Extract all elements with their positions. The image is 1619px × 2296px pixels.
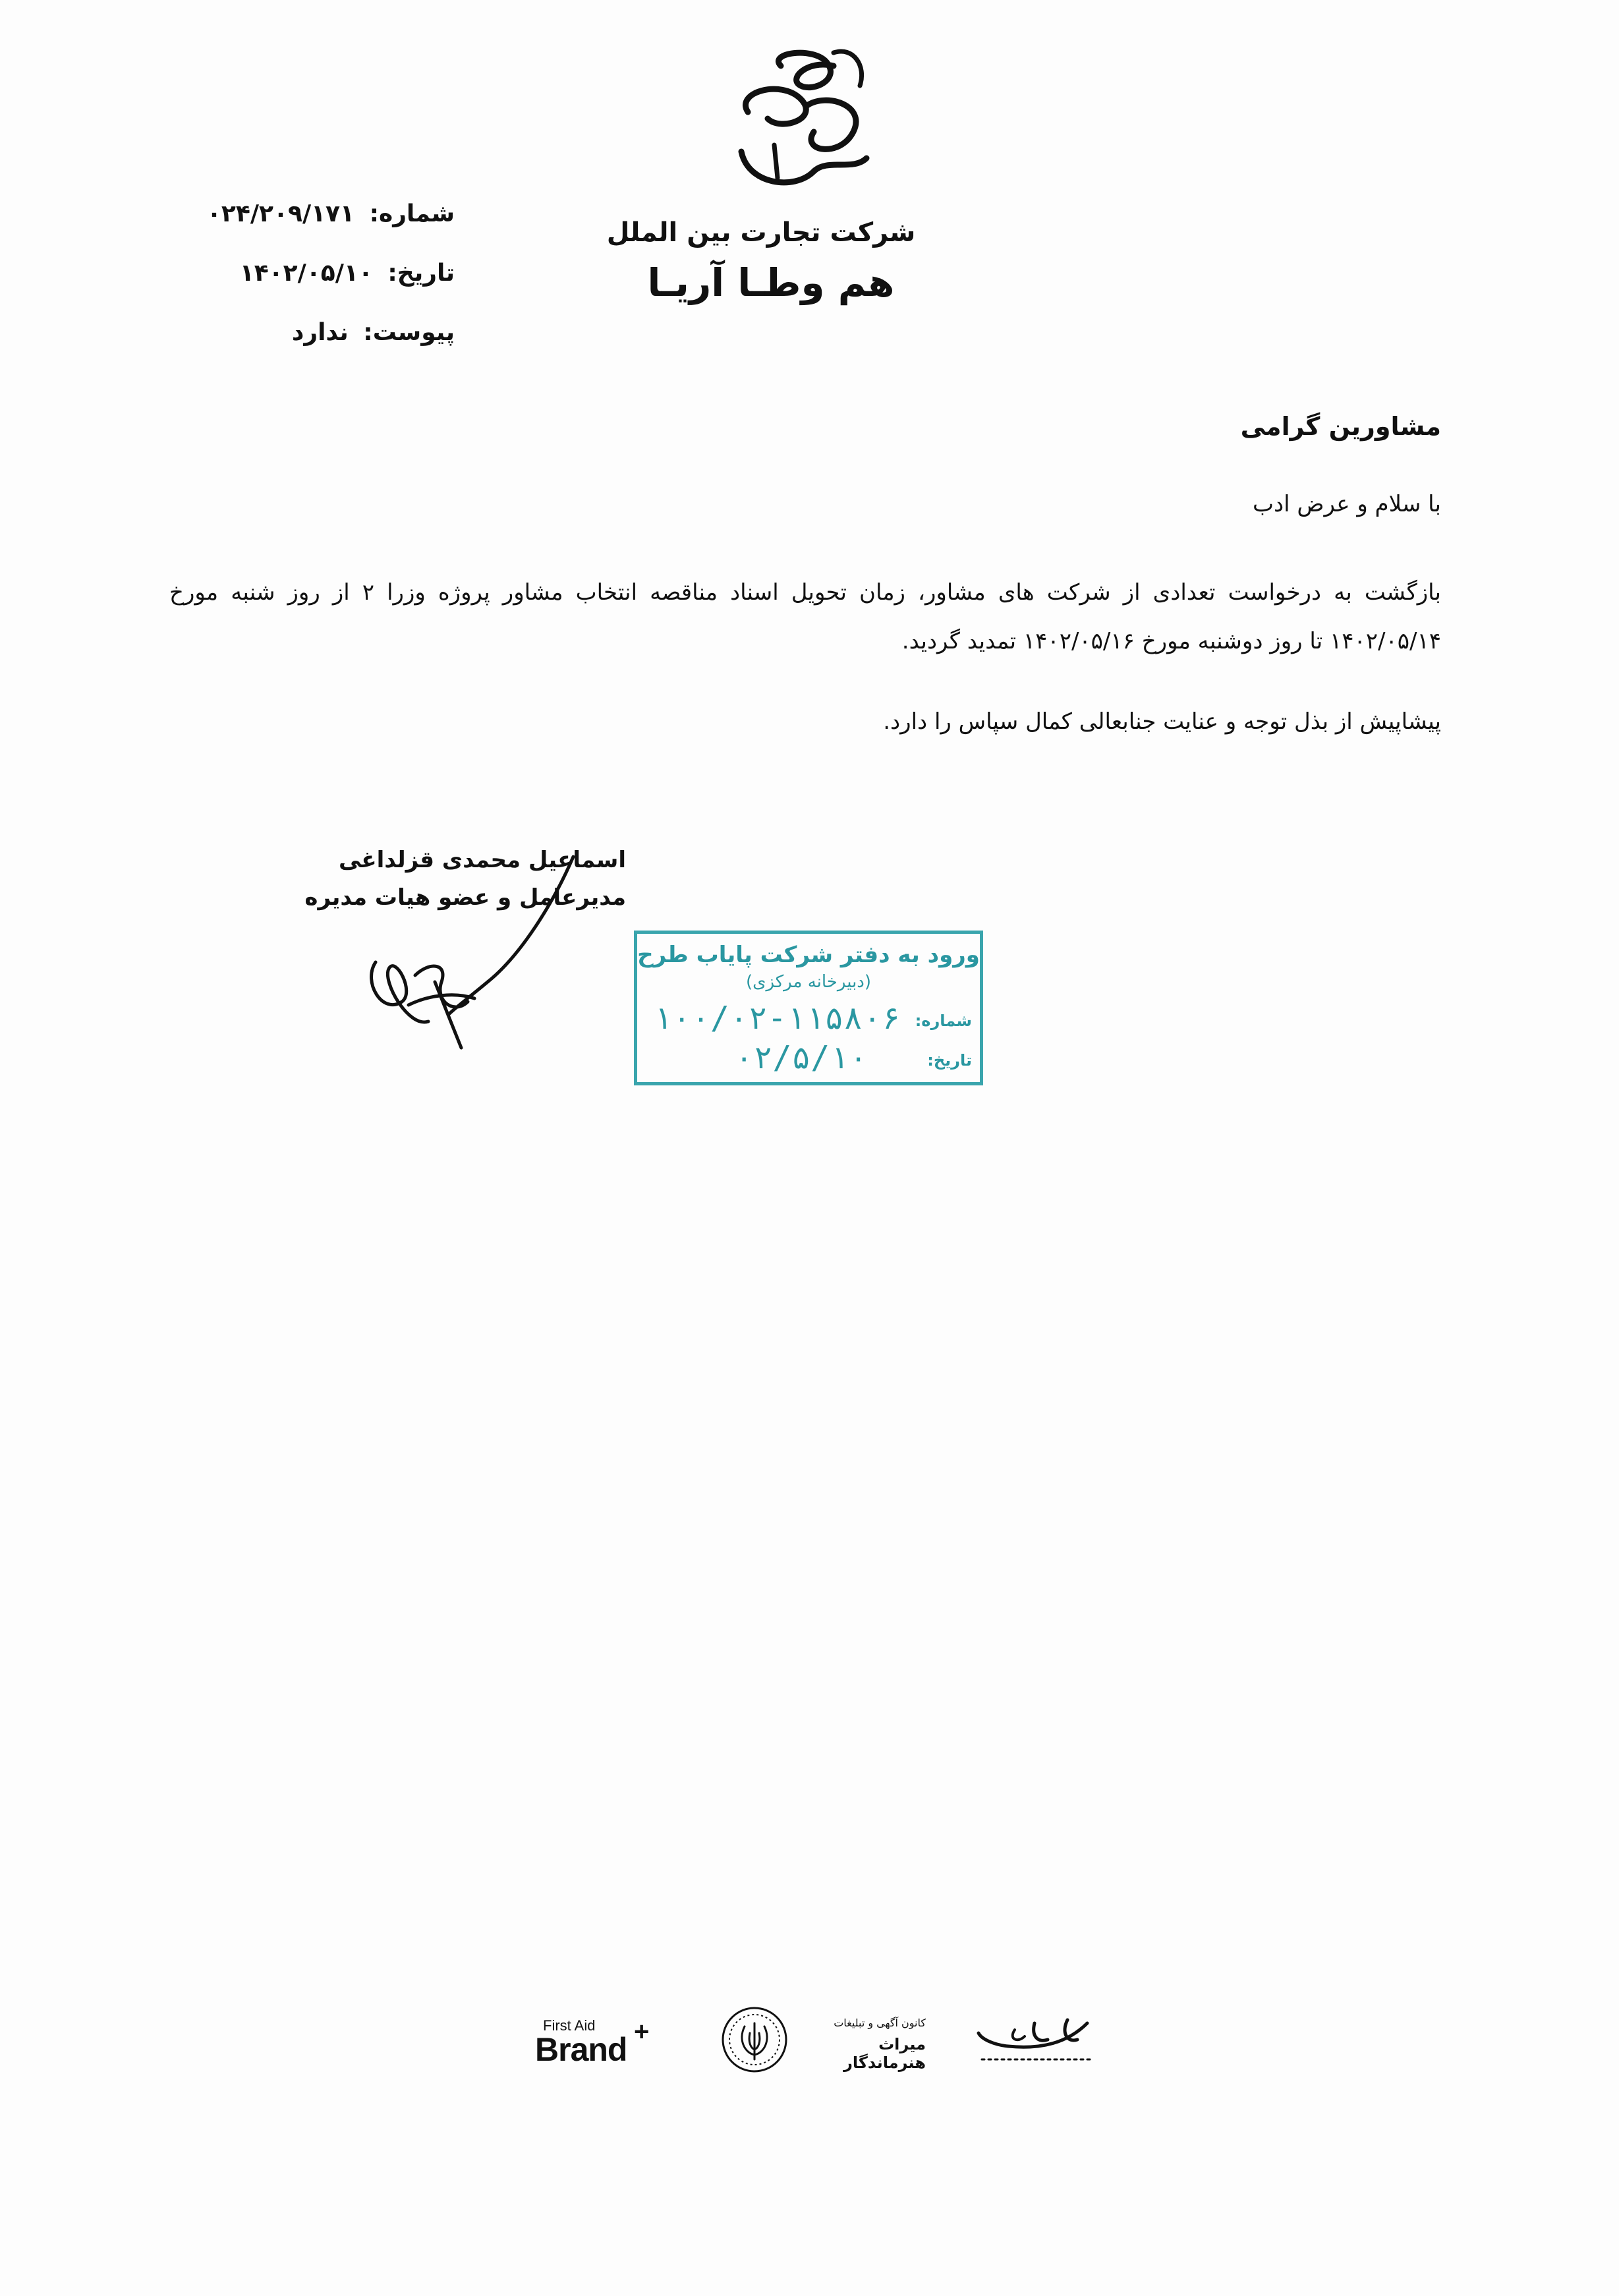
- letter-attachment-row: [217, 303, 455, 362]
- plus-icon: +: [634, 2017, 650, 2046]
- greeting: مشاورین گرامی: [1240, 412, 1441, 441]
- stamp-date-label: تاریخ:: [927, 1051, 972, 1070]
- miras-honar-logo: [718, 2003, 929, 2076]
- letter-number-label: شماره:: [369, 200, 455, 227]
- stamp-subtitle: (دبیرخانه مرکزی): [745, 972, 872, 992]
- brand-text: Brand: [535, 2031, 627, 2068]
- calligraphy-brand-logo: [969, 2003, 1100, 2076]
- letter-meta: [206, 185, 455, 362]
- body-paragraph: بازگشت به درخواست تعدادی از شرکت های مشاور، زمان تحویل اسناد مناقصه انتخاب مشاور پروژه وزرا ۲ از روز شنبه مورخ ۱۴۰۲/۰۵/۱۴ تا روز دوشنبه مورخ ۱۴۰۲/۰۵/۱۶ تمدید گردید.: [169, 579, 1442, 654]
- stamp-date-value: ۰۲/۵/۱۰: [734, 1039, 868, 1076]
- first-aid-brand-logo: [535, 2013, 667, 2073]
- signer-name: اسماعیل محمدی قزلداغی: [338, 847, 626, 873]
- company-logo: [702, 40, 886, 198]
- letter-number-value: ۰۲۴/۲۰۹/۱۷۱: [206, 200, 355, 227]
- signer-title: مدیرعامل و عضو هیات مدیره: [304, 884, 626, 911]
- letter-number-row: [206, 185, 455, 244]
- handwritten-signature: [356, 850, 593, 1061]
- company-name-line1: شرکت تجارت بین الملل: [606, 217, 916, 248]
- miras-line1: کانون آگهی و تبلیغات: [834, 2017, 926, 2029]
- salutation: با سلام و عرض ادب: [1252, 491, 1441, 517]
- stamp-number-value: ۱۰۰/۰۲-۱۱۵۸۰۶: [653, 1000, 901, 1037]
- receipt-stamp: [634, 931, 983, 1085]
- letter-attachment-value: ندارد: [291, 319, 349, 346]
- first-aid-text: First Aid: [543, 2017, 596, 2034]
- miras-line2: میراث هنرماندگار: [843, 2035, 926, 2072]
- company-name-line2: هم وطـا آریـا: [647, 260, 895, 305]
- miras-emblem-icon: [718, 2003, 791, 2076]
- letter-date-label: تاریخ:: [387, 260, 455, 287]
- stamp-number-label: شماره:: [915, 1012, 972, 1030]
- letter-date-value: ۱۴۰۲/۰۵/۱۰: [239, 260, 373, 287]
- letter-date-row: [217, 244, 455, 303]
- letter-attachment-label: پیوست:: [363, 319, 455, 346]
- closing-line: پیشاپیش از بذل توجه و عنایت جنابعالی کمال سپاس را دارد.: [883, 708, 1441, 735]
- stamp-title: ورود به دفتر شرکت پایاب طرح: [637, 942, 980, 968]
